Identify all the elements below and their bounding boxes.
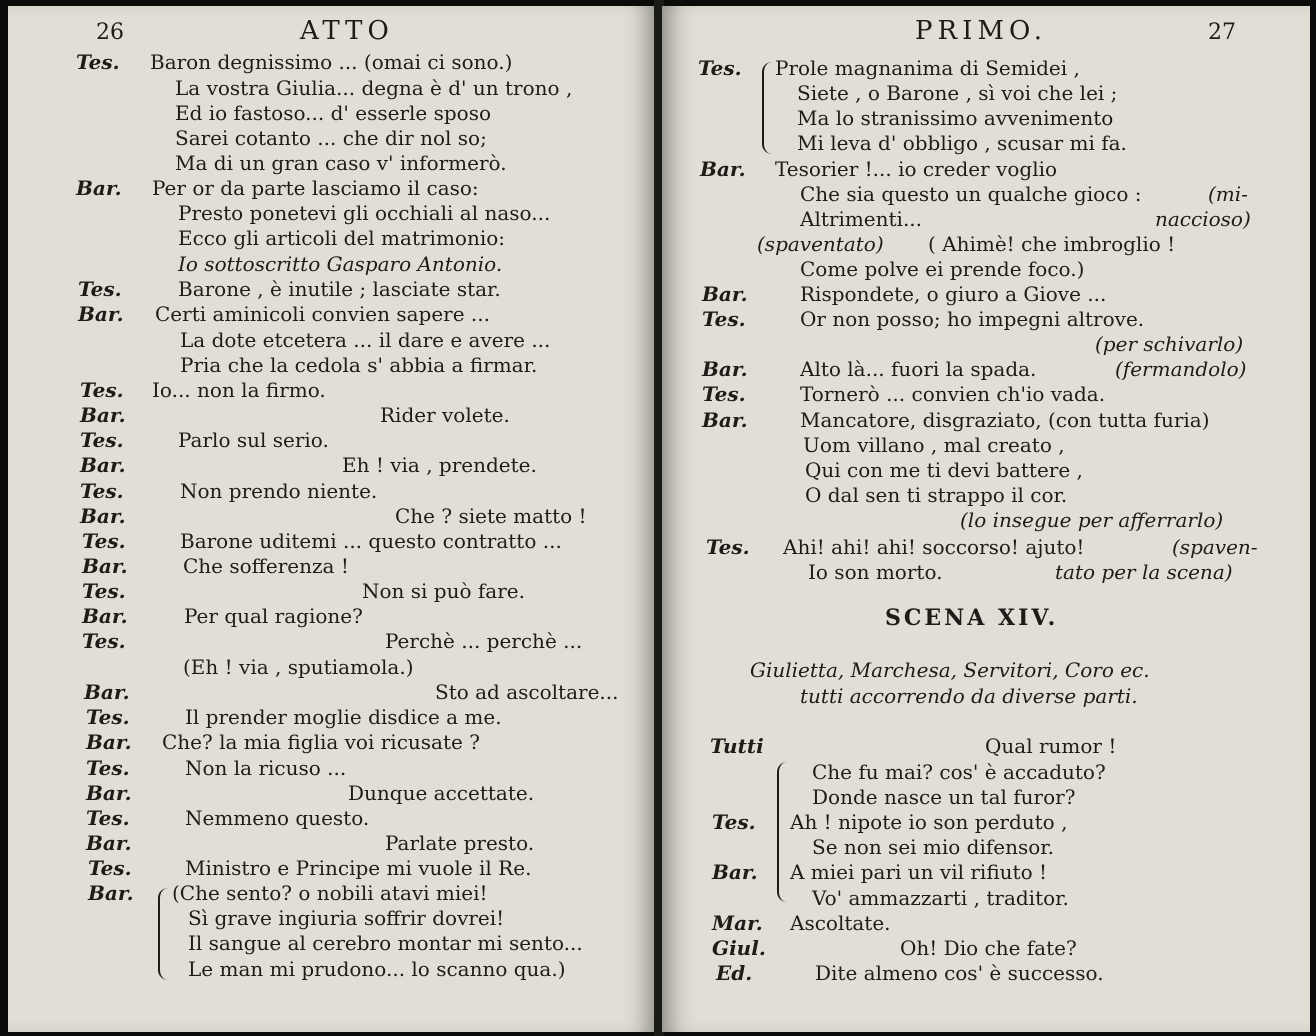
right-text-line: O dal sen ti strappo il cor. [805,483,1068,507]
left-text-line: Non prendo niente. [180,479,378,503]
right-text-line: Alto là... fuori la spada. [800,357,1037,381]
right-text-line: tato per la scena) [1055,560,1233,584]
left-text-line: Eh ! via , prendete. [342,453,537,477]
right-text-line: Uom villano , mal creato , [803,433,1065,457]
left-text-line: Non la ricuso ... [185,756,347,780]
speaker-label: Ed. [716,961,753,985]
brace-mark [762,62,774,154]
left-text-line: Parlate presto. [385,831,535,855]
right-text-line: Qual rumor ! [985,734,1117,758]
speaker-label: Bar. [80,403,126,427]
right-text-line: Qui con me ti devi battere , [805,458,1083,482]
right-text-line: (fermandolo) [1115,357,1247,381]
speaker-label: Bar. [702,357,748,381]
left-text-line: Barone uditemi ... questo contratto ... [180,529,562,553]
speaker-label: Bar. [78,302,124,326]
speaker-label: Tes. [706,535,750,559]
left-text-line: Parlo sul serio. [178,428,329,452]
speaker-label: Tes. [82,529,126,553]
right-text-line: (lo insegue per afferrarlo) [960,508,1224,532]
speaker-label: Tes. [82,579,126,603]
speaker-label: Giul. [712,936,766,960]
speaker-label: Tes. [702,382,746,406]
left-text-line: Presto ponetevi gli occhiali al naso... [178,201,551,225]
left-text-line: Nemmeno questo. [185,806,370,830]
left-text-line: Che? la mia figlia voi ricusate ? [162,730,480,754]
right-text-line: Ah ! nipote io son perduto , [790,810,1068,834]
right-text-line: Come polve ei prende foco.) [800,257,1085,281]
scene-heading: SCENA XIV. [885,605,1059,631]
left-text-line: Io sottoscritto Gasparo Antonio. [178,252,503,276]
left-text-line: Ma di un gran caso v' informerò. [175,151,507,175]
speaker-label: Tes. [76,50,120,74]
speaker-label: Bar. [712,860,758,884]
speaker-label: Bar. [82,604,128,628]
speaker-label: Tes. [86,756,130,780]
speaker-label: Bar. [76,176,122,200]
right-text-line: naccioso) [1155,207,1251,231]
left-text-line: Pria che la cedola s' abbia a firmar. [180,353,538,377]
left-text-line: Dunque accettate. [348,781,535,805]
right-text-line: Tesorier !... io creder voglio [775,157,1058,181]
right-page-number: 27 [1208,20,1236,45]
right-text-line: Che fu mai? cos' è accaduto? [812,760,1106,784]
right-text-line: Or non posso; ho impegni altrove. [800,307,1145,331]
left-text-line: Barone , è inutile ; lasciate star. [178,277,501,301]
right-text-line: (mi- [1208,182,1248,206]
speaker-label: Bar. [80,453,126,477]
right-text-line: Se non sei mio difensor. [812,835,1055,859]
left-text-line: Baron degnissimo ... (omai ci sono.) [150,50,513,74]
speaker-label: Tes. [712,810,756,834]
left-text-line: (Eh ! via , sputiamola.) [183,655,414,679]
right-text-line: (spaventato) [757,232,884,256]
right-text-line: Ahi! ahi! ahi! soccorso! ajuto! [783,535,1085,559]
right-text-line: Rispondete, o giuro a Giove ... [800,282,1107,306]
right-text-line: Giulietta, Marchesa, Servitori, Coro ec. [750,658,1150,682]
speaker-label: Tes. [86,705,130,729]
right-text-line: Ma lo stranissimo avvenimento [797,106,1114,130]
left-text-line: Certi aminicoli convien sapere ... [155,302,490,326]
speaker-label: Bar. [702,282,748,306]
right-text-line: Vo' ammazzarti , traditor. [812,886,1069,910]
right-page-header: PRIMO. [915,16,1048,46]
right-text-line: Ascoltate. [790,911,891,935]
left-text-line: Ed io fastoso... d' esserle sposo [175,101,492,125]
right-text-line: Siete , o Barone , sì voi che lei ; [797,81,1118,105]
left-text-line: Ecco gli articoli del matrimonio: [178,226,506,250]
left-text-line: Il prender moglie disdice a me. [185,705,502,729]
speaker-label: Tes. [80,479,124,503]
left-text-line: Sarei cotanto ... che dir nol so; [175,126,487,150]
speaker-label: Bar. [80,504,126,528]
left-text-line: La dote etcetera ... il dare e avere ... [180,328,551,352]
left-text-line: Sì grave ingiuria soffrir dovrei! [188,906,505,930]
speaker-label: Bar. [84,680,130,704]
right-text-line: Prole magnanima di Semidei , [775,56,1080,80]
speaker-label: Tes. [698,56,742,80]
speaker-label: Bar. [82,554,128,578]
speaker-label: Tes. [80,378,124,402]
speaker-label: Tes. [78,277,122,301]
left-text-line: Io... non la firmo. [152,378,326,402]
left-page-number: 26 [96,20,124,45]
speaker-label: Tutti [710,734,764,758]
left-text-line: Le man mi prudono... lo scanno qua.) [188,957,566,981]
left-text-line: Non si può fare. [362,579,525,603]
speaker-label: Bar. [702,408,748,432]
left-page-header: ATTO [300,16,394,46]
left-text-line: Ministro e Principe mi vuole il Re. [185,856,532,880]
right-text-line: (spaven- [1172,535,1258,559]
left-text-line: Il sangue al cerebro montar mi sento... [188,931,583,955]
left-text-line: Che sofferenza ! [183,554,349,578]
left-text-line: Rider volete. [380,403,510,427]
left-text-line: Sto ad ascoltare... [435,680,619,704]
left-text-line: Per or da parte lasciamo il caso: [152,176,479,200]
speaker-label: Bar. [700,157,746,181]
speaker-label: Bar. [86,831,132,855]
speaker-label: Tes. [86,806,130,830]
left-text-line: La vostra Giulia... degna è d' un trono , [175,76,573,100]
speaker-label: Tes. [88,856,132,880]
left-text-line: (Che sento? o nobili atavi miei! [172,881,488,905]
speaker-label: Bar. [86,730,132,754]
right-text-line: Mi leva d' obbligo , scusar mi fa. [797,131,1127,155]
speaker-label: Tes. [80,428,124,452]
right-text-line: A miei pari un vil rifiuto ! [790,860,1048,884]
right-text-line: Che sia questo un qualche gioco : [800,182,1142,206]
right-text-line: Dite almeno cos' è successo. [815,961,1104,985]
right-text-line: tutti accorrendo da diverse parti. [800,684,1138,708]
left-text-line: Per qual ragione? [184,604,363,628]
right-text-line: Mancatore, disgraziato, (con tutta furia) [800,408,1210,432]
left-text-line: Perchè ... perchè ... [385,629,583,653]
right-text-line: (per schivarlo) [1095,332,1244,356]
right-text-line: Io son morto. [808,560,943,584]
speaker-label: Tes. [702,307,746,331]
right-text-line: ( Ahimè! che imbroglio ! [928,232,1176,256]
speaker-label: Bar. [86,781,132,805]
left-text-line: Che ? siete matto ! [395,504,587,528]
speaker-label: Bar. [88,881,134,905]
right-text-line: Donde nasce un tal furor? [812,785,1076,809]
right-text-line: Oh! Dio che fate? [900,936,1077,960]
speaker-label: Tes. [82,629,126,653]
right-text-line: Tornerò ... convien ch'io vada. [800,382,1106,406]
brace-mark [777,762,789,902]
brace-mark [158,888,170,980]
speaker-label: Mar. [712,911,763,935]
right-text-line: Altrimenti... [800,207,923,231]
